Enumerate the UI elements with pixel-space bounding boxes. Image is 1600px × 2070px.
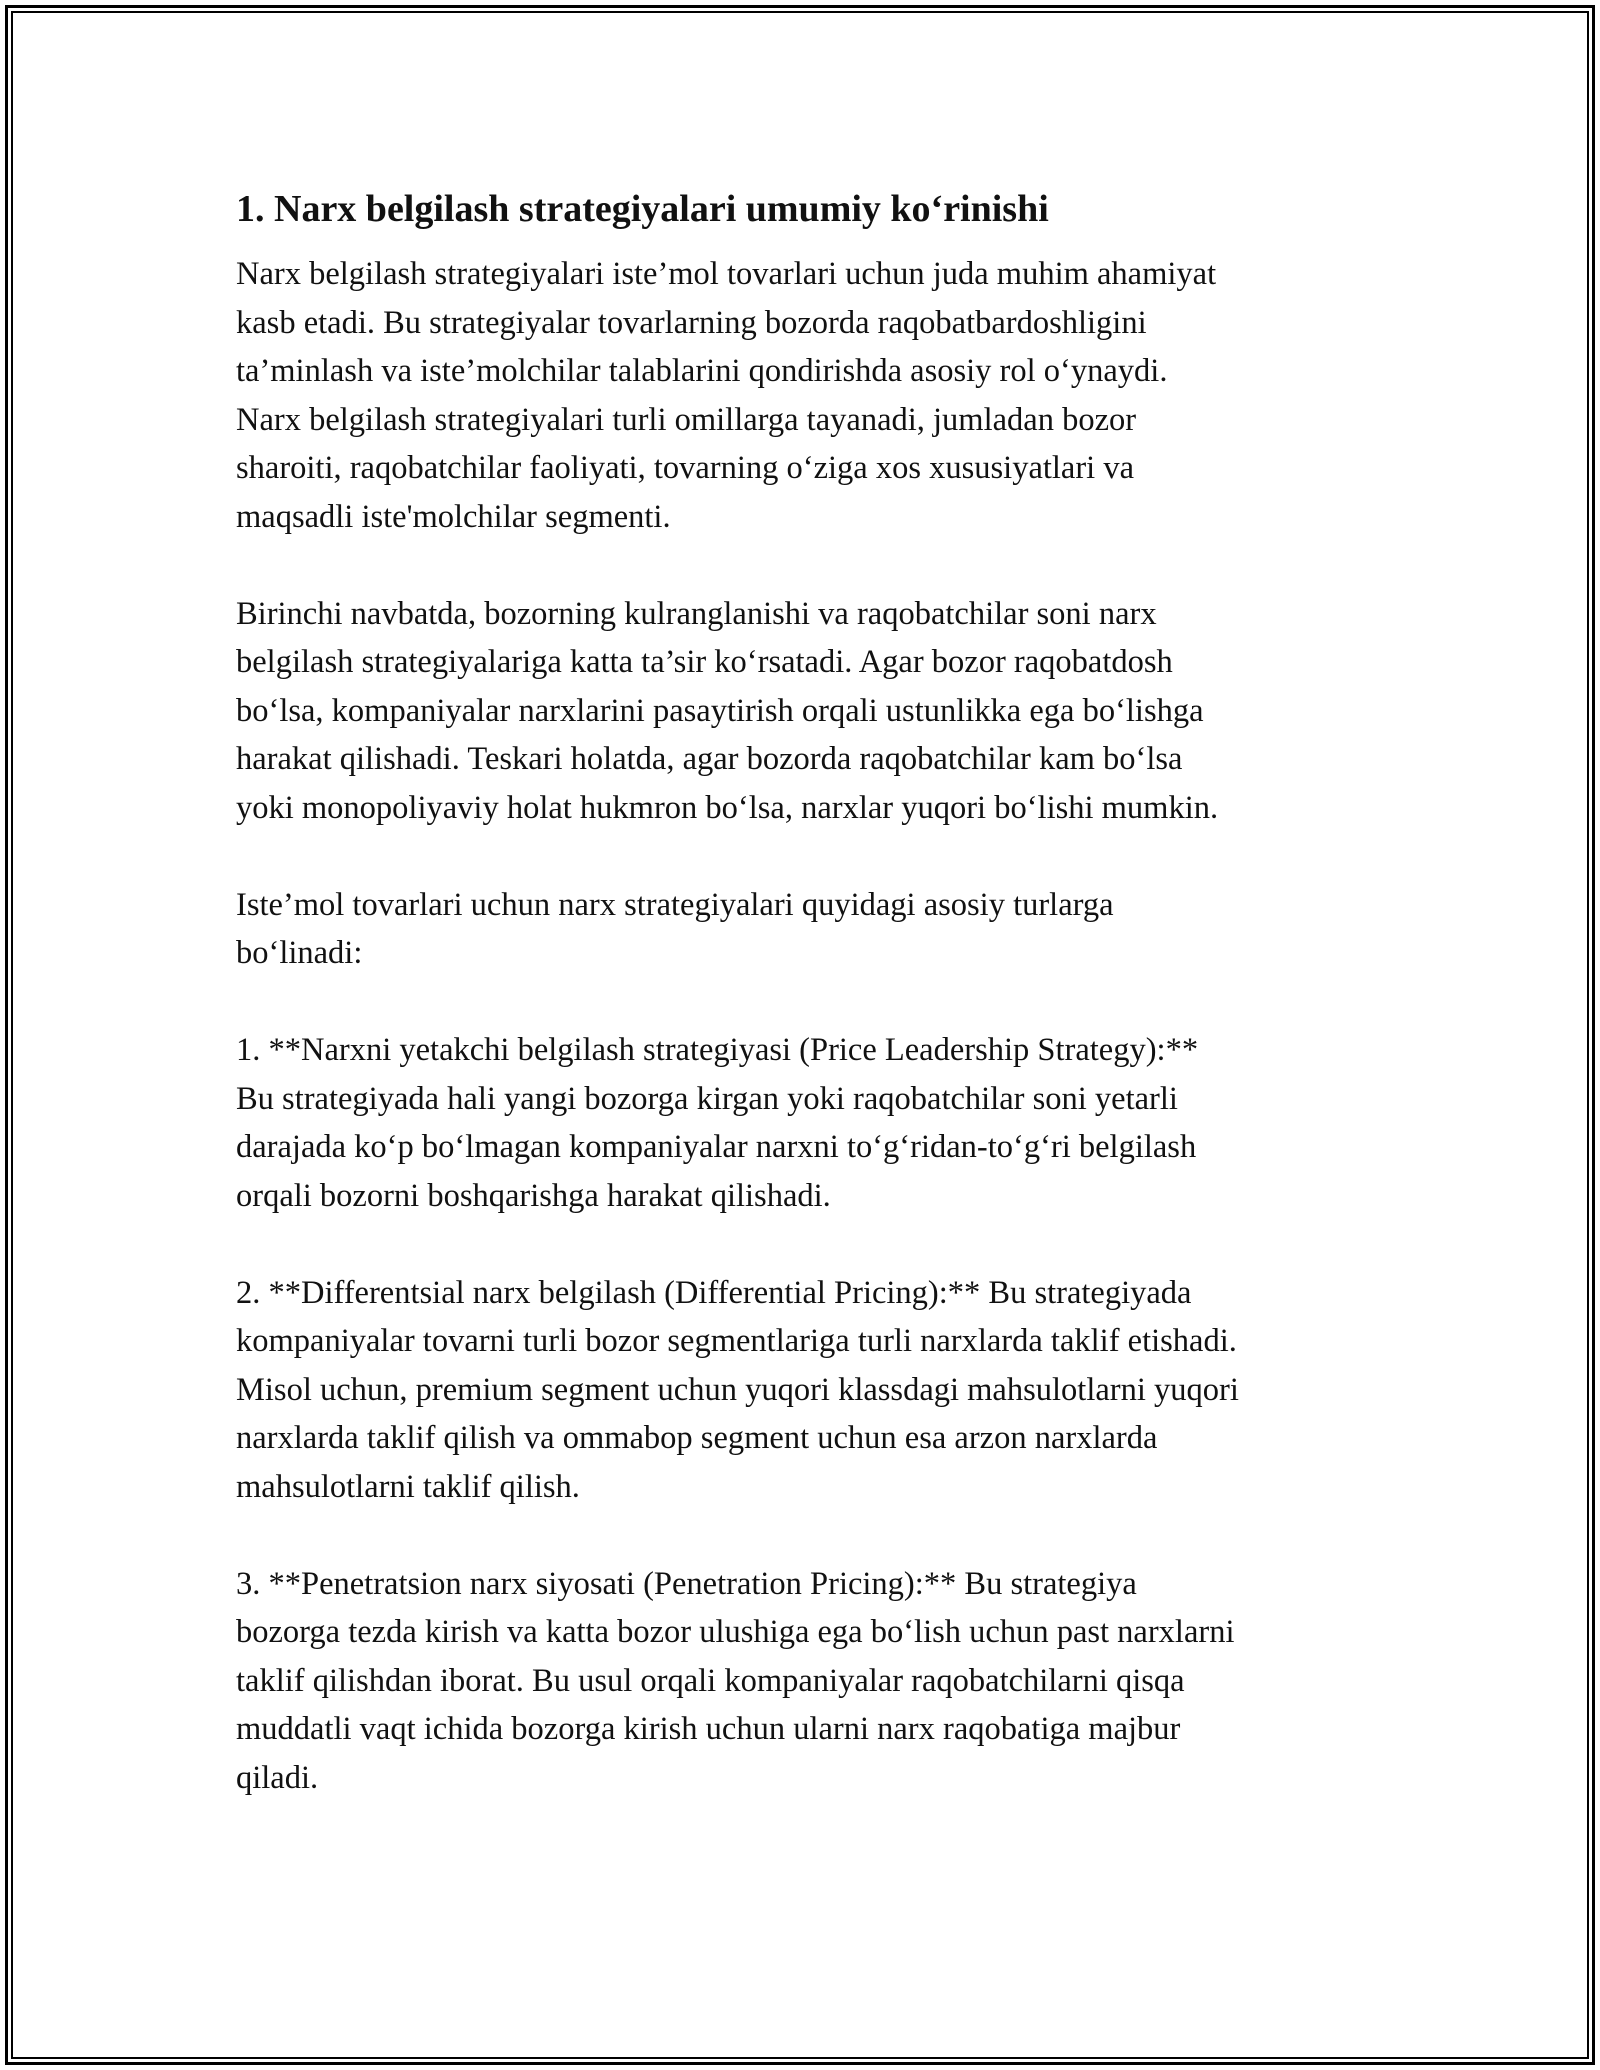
text-line: harakat qilishadi. Teskari holatda, agar bozorda raqobatchilar kam bo‘lsa — [236, 741, 1183, 777]
text-line: muddatli vaqt ichida bozorga kirish uchun ularni narx raqobatiga majbur — [236, 1711, 1181, 1747]
text-line: qiladi. — [236, 1759, 319, 1796]
list-item-penetration-pricing — [236, 1560, 1376, 1803]
text-line: yoki monopoliyaviy holat hukmron bo‘lsa, narxlar yuqori bo‘lishi mumkin. — [236, 789, 1219, 826]
text-line: bozorga tezda kirish va katta bozor ulushiga ega bo‘lish uchun past narxlarni — [236, 1614, 1235, 1650]
text-line: ta’minlash va iste’molchilar talablarini qondirishda asosiy rol o‘ynaydi. — [236, 353, 1168, 389]
document-body — [236, 186, 1376, 1851]
text-line: Bu strategiyada hali yangi bozorga kirgan yoki raqobatchilar soni yetarli — [236, 1080, 1178, 1117]
list-item-price-leadership — [236, 1026, 1376, 1220]
paragraph-overview — [236, 250, 1376, 541]
text-line: darajada ko‘p bo‘lmagan kompaniyalar narxni to‘g‘ridan-to‘g‘ri belgilash — [236, 1129, 1197, 1165]
text-line: orqali bozorni boshqarishga harakat qilishadi. — [236, 1177, 831, 1214]
text-line: Misol uchun, premium segment uchun yuqori klassdagi mahsulotlarni yuqori — [236, 1371, 1239, 1408]
text-line: narxlarda taklif qilish va ommabop segment uchun esa arzon narxlarda — [236, 1420, 1158, 1456]
text-line: kompaniyalar tovarni turli bozor segmentlariga turli narxlarda taklif etishadi. — [236, 1323, 1237, 1359]
text-line: Narx belgilash strategiyalari turli omillarga tayanadi, jumladan bozor — [236, 401, 1137, 438]
list-item-differential-pricing — [236, 1269, 1376, 1512]
text-line: Birinchi navbatda, bozorning kulranglanishi va raqobatchilar soni narx — [236, 595, 1157, 632]
text-line: belgilash strategiyalariga katta ta’sir ko‘rsatadi. Agar bozor raqobatdosh — [236, 644, 1173, 680]
text-line: 2. **Differentsial narx belgilash (Differential Pricing):** Bu strategiyada — [236, 1274, 1192, 1311]
text-line: 3. **Penetratsion narx siyosati (Penetration Pricing):** Bu strategiya — [236, 1565, 1137, 1602]
text-line: bo‘lsa, kompaniyalar narxlarini pasaytirish orqali ustunlikka ega bo‘lishga — [236, 692, 1204, 729]
paragraph-types-intro — [236, 881, 1376, 978]
text-line: taklif qilishdan iborat. Bu usul orqali kompaniyalar raqobatchilarni qisqa — [236, 1662, 1185, 1699]
paragraph-competition — [236, 590, 1376, 833]
text-line: 1. **Narxni yetakchi belgilash strategiyasi (Price Leadership Strategy):** — [236, 1032, 1199, 1068]
text-line: maqsadli iste'molchilar segmenti. — [236, 498, 671, 535]
text-line: bo‘linadi: — [236, 935, 363, 971]
text-line: Narx belgilash strategiyalari iste’mol tovarlari uchun juda muhim ahamiyat — [236, 256, 1217, 292]
section-heading: 1. Narx belgilash strategiyalari umumiy ko‘rinishi — [236, 188, 1049, 230]
text-line: kasb etadi. Bu strategiyalar tovarlarning bozorda raqobatbardoshligini — [236, 304, 1147, 341]
text-line: mahsulotlarni taklif qilish. — [236, 1468, 580, 1505]
text-line: Iste’mol tovarlari uchun narx strategiyalari quyidagi asosiy turlarga — [236, 886, 1114, 923]
text-line: sharoiti, raqobatchilar faoliyati, tovarning o‘ziga xos xususiyatlari va — [236, 450, 1135, 486]
